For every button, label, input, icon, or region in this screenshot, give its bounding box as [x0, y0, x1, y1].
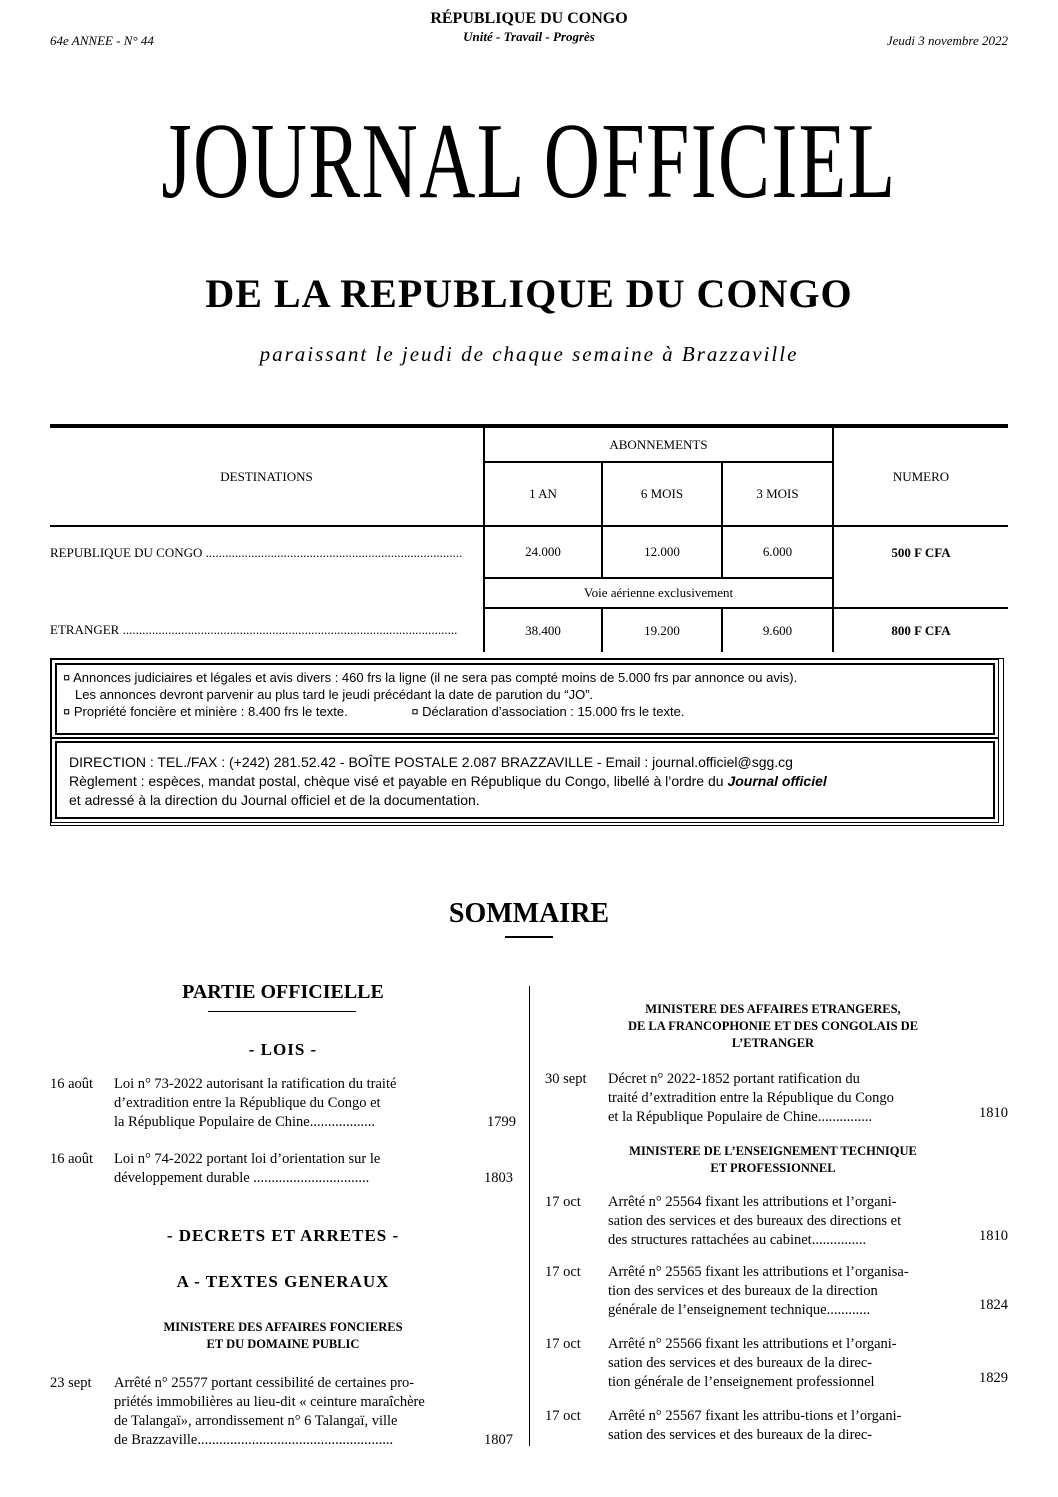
journal-subtitle: DE LA REPUBLIQUE DU CONGO [205, 271, 853, 316]
dest-etranger: ETRANGER ....................................................................................................... [50, 622, 458, 637]
congo-numero: 500 F CFA [833, 526, 1008, 578]
republic-name: RÉPUBLIQUE DU CONGO [430, 10, 628, 27]
toc-entry: 17 oct Arrêté n° 25566 fixant les attributions et l’organi- sation des services et des bureaux de la direc- tion générale de l’enseignement professionnel 1829 [545, 1336, 1008, 1390]
column-separator [529, 986, 530, 1446]
numero-header: NUMERO [833, 426, 1008, 526]
issue-number: 64e ANNEE - N° 44 [50, 33, 154, 48]
etranger-1-an: 38.400 [484, 608, 602, 652]
announce-line-1: ¤ Annonces judiciaires et légales et avis divers : 460 frs la ligne (il ne sera pas compté moins de 5.000 frs par annonce ou avis). [63, 670, 798, 685]
congo-1-an: 24.000 [484, 526, 602, 578]
journal-name-em: Journal officiel [727, 773, 827, 789]
direction-contact: DIRECTION : TEL./FAX : (+242) 281.52.42 - BOÎTE POSTALE 2.087 BRAZZAVILLE - Email : journal.officiel@sgg.cg [69, 754, 793, 770]
sommaire-underline [505, 936, 553, 938]
page-number: 1824 [979, 1297, 1008, 1313]
etranger-numero: 800 F CFA [833, 608, 1008, 652]
air-note: Voie aérienne exclusivement [484, 578, 833, 608]
announce-line-2: Les annonces devront parvenir au plus tard le jeudi précédant la date de parution du “JO”. [75, 687, 594, 702]
abonnements-header: ABONNEMENTS [484, 426, 833, 462]
reglement-line-2: et adressé à la direction du Journal officiel et de la documentation. [69, 792, 480, 808]
page-number: 1803 [484, 1170, 513, 1186]
motto: Unité - Travail - Progrès [463, 29, 595, 44]
reglement-line: Règlement : espèces, mandat postal, chèque visé et payable en République du Congo, libellé à l’ordre du Journal officiel [69, 773, 827, 789]
lois-heading: - LOIS - [248, 1040, 318, 1059]
ministry-enseignement: MINISTERE DE L’ENSEIGNEMENT TECHNIQUE ET PROFESSIONNEL [629, 1144, 917, 1175]
sommaire-title: SOMMAIRE [448, 898, 610, 929]
textes-generaux-heading: A - TEXTES GENERAUX [176, 1272, 390, 1291]
toc-entry: 16 août Loi n° 73-2022 autorisant la ratification du traité d’extradition entre la République du Congo et la République Populaire de Chine.................. 1799 [50, 1076, 516, 1130]
ministry-etrangeres: MINISTERE DES AFFAIRES ETRANGERES, DE LA FRANCOPHONIE ET DES CONGOLAIS DE L’ETRANGER [627, 1002, 919, 1050]
dest-congo: REPUBLIQUE DU CONGO ............................................................................... [50, 544, 463, 560]
subscription-table [50, 424, 1008, 652]
toc-entry: 17 oct Arrêté n° 25564 fixant les attributions et l’organi- sation des services et des bureaux des directions et des structures rattachées au cabinet............... 1810 [545, 1194, 1008, 1248]
issue-date: Jeudi 3 novembre 2022 [886, 33, 1008, 48]
etranger-6-mois: 19.200 [602, 608, 722, 652]
toc-entry: 17 oct Arrêté n° 25567 fixant les attribu-tions et l’organi- sation des services et des bureaux de la direc- [545, 1408, 902, 1443]
page-number: 1810 [979, 1105, 1008, 1121]
toc-entry: 17 oct Arrêté n° 25565 fixant les attributions et l’organisa- tion des services et des bureaux de la direction générale de l’enseignement technique............ 1824 [545, 1264, 1008, 1318]
journal-title: JOURNAL OFFICIEL [161, 102, 897, 221]
period-3-mois: 3 MOIS [722, 462, 833, 526]
period-6-mois: 6 MOIS [602, 462, 722, 526]
period-1-an: 1 AN [484, 462, 602, 526]
congo-3-mois: 6.000 [722, 526, 833, 578]
toc-entry: 30 sept Décret n° 2022-1852 portant ratification du traité d’extradition entre la République du Congo et la République Populaire de Chine............... 1810 [545, 1071, 1008, 1125]
partie-officielle: PARTIE OFFICIELLE [182, 981, 384, 1003]
partie-underline [208, 1011, 356, 1012]
page-number: 1810 [979, 1228, 1008, 1244]
decrets-heading: - DECRETS ET ARRETES - [166, 1226, 400, 1245]
page-number: 1829 [979, 1370, 1008, 1386]
direction-box [55, 741, 995, 819]
ministry-foncier: MINISTERE DES AFFAIRES FONCIERES ET DU DOMAINE PUBLIC [163, 1320, 403, 1351]
journal-tagline: paraissant le jeudi de chaque semaine à Brazzaville [259, 342, 799, 366]
announcements-box [55, 663, 995, 735]
congo-6-mois: 12.000 [602, 526, 722, 578]
page-number: 1799 [487, 1114, 516, 1130]
etranger-3-mois: 9.600 [722, 608, 833, 652]
announce-fonciere: ¤ Propriété foncière et minière : 8.400 frs le texte. [63, 704, 348, 719]
toc-entry: 16 août Loi n° 74-2022 portant loi d’orientation sur le développement durable ................................ 1803 [50, 1151, 513, 1186]
toc-entry: 23 sept Arrêté n° 25577 portant cessibilité de certaines pro- priétés immobilières au lieu-dit « ceinture maraîchère de Talangaï», arrondissement n° 6 Talangaï, ville de Brazzaville...................................................... 1807 [50, 1375, 513, 1448]
page-number: 1807 [484, 1432, 513, 1448]
announce-association: ¤ Déclaration d’association : 15.000 frs le texte. [411, 704, 685, 719]
destinations-header: DESTINATIONS [50, 426, 484, 526]
